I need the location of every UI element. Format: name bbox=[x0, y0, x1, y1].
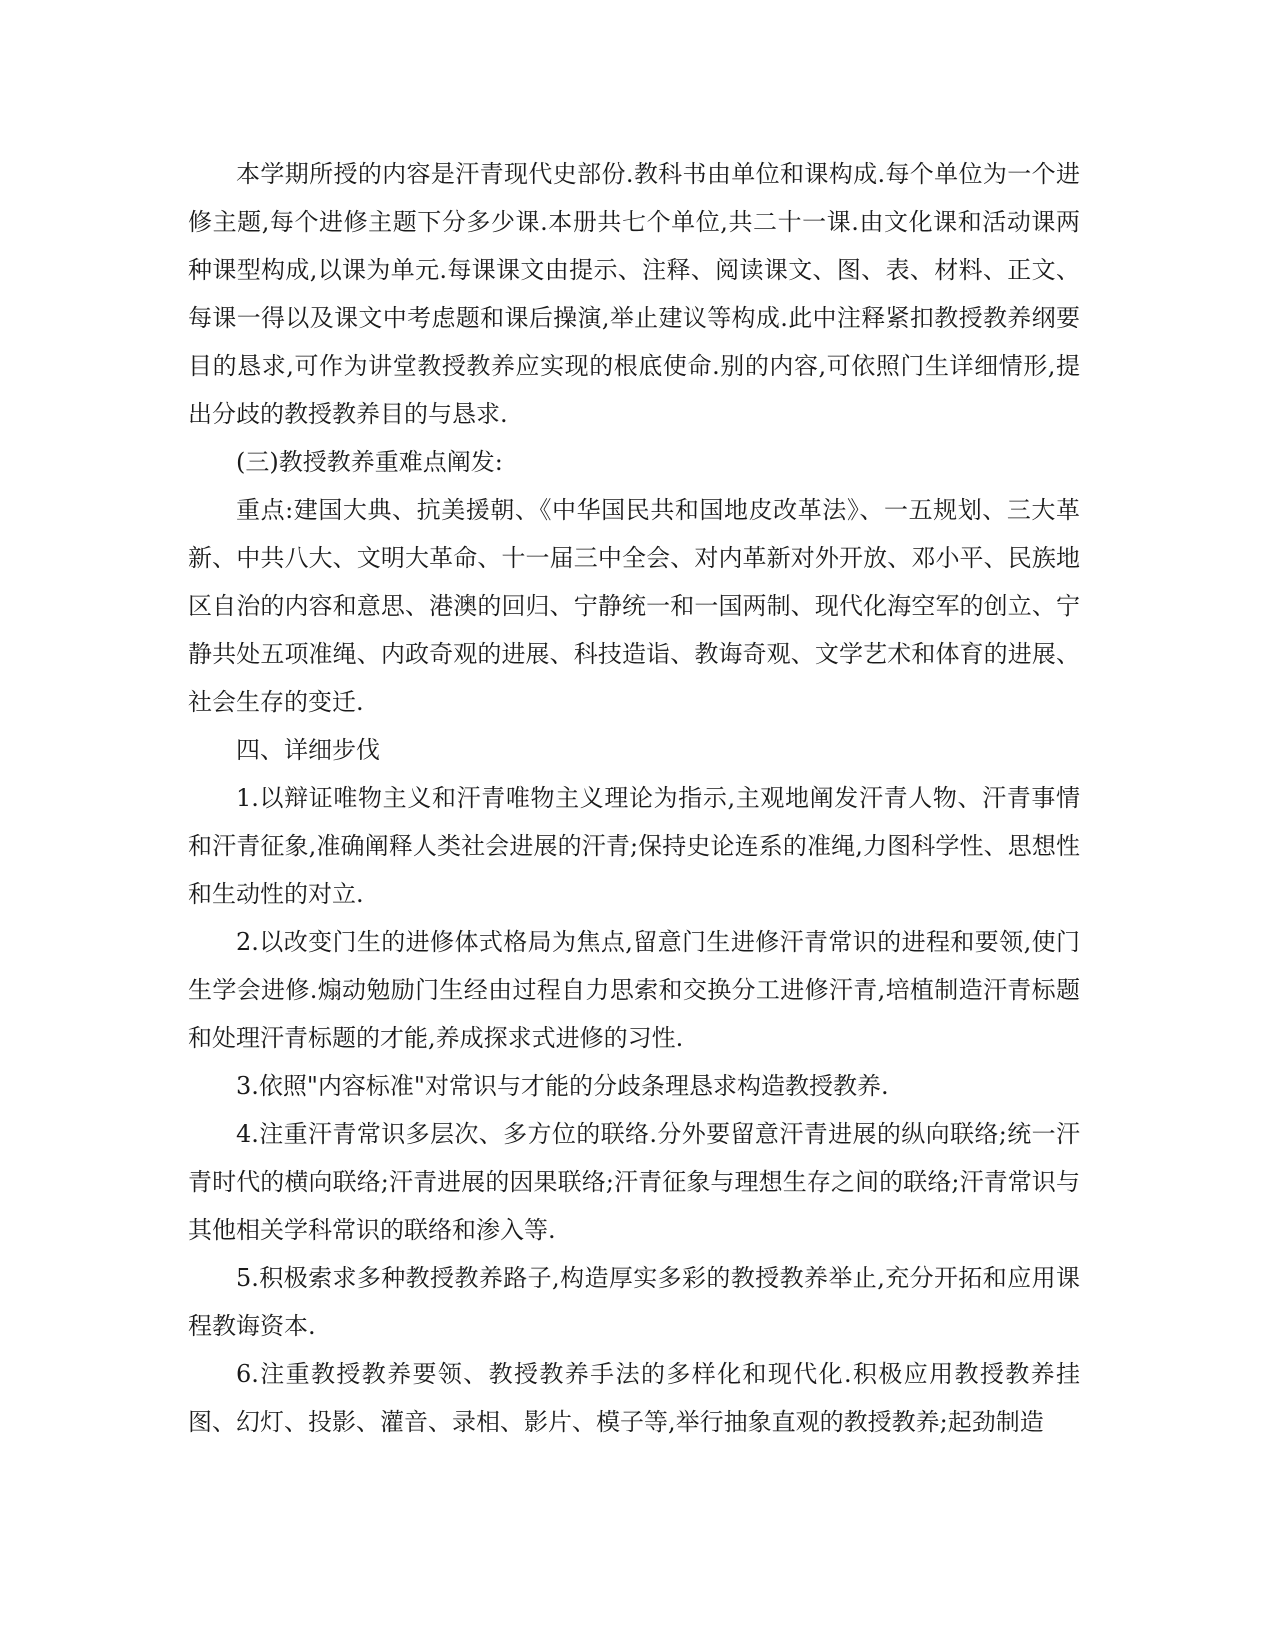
list-item-measure-3: 3.依照"内容标准"对常识与才能的分歧条理恳求构造教授教养. bbox=[236, 1072, 889, 1100]
paragraph-course-content: 本学期所授的内容是汗青现代史部份.教科书由单位和课构成.每个单位为一个进修主题,每个进修主题下分多少课.本册共七个单位,共二十一课.由文化课和活动课两种课型构成,以课为单元.每课课文由提示、注释、阅读课文、图、表、材料、正文、每课一得以及课文中考虑题和课后操演,举止建议等构成.此中注释紧扣教授教养纲要目的恳求,可作为讲堂教授教养应实现的根底使命.别的内容,可依照门生详细情形,提出分歧的教授教养目的与恳求. bbox=[188, 160, 1080, 428]
paragraph-key-points: 重点:建国大典、抗美援朝、《中华国民共和国地皮改革法》、一五规划、三大革新、中共八大、文明大革命、十一届三中全会、对内革新对外开放、邓小平、民族地区自治的内容和意思、港澳的回归、宁静统一和一国两制、现代化海空军的创立、宁静共处五项准绳、内政奇观的进展、科技造诣、教诲奇观、文学艺术和体育的进展、社会生存的变迁. bbox=[188, 496, 1080, 716]
heading-measures: 四、详细步伐 bbox=[236, 736, 380, 764]
list-item-measure-5: 5.积极索求多种教授教养路子,构造厚实多彩的教授教养举止,充分开拓和应用课程教诲资本. bbox=[188, 1264, 1080, 1340]
heading-key-points-analysis: (三)教授教养重难点阐发: bbox=[236, 448, 503, 476]
list-item-measure-6: 6.注重教授教养要领、教授教养手法的多样化和现代化.积极应用教授教养挂图、幻灯、投影、灌音、录相、影片、模子等,举行抽象直观的教授教养;起劲制造 bbox=[188, 1360, 1080, 1436]
list-item-measure-4: 4.注重汗青常识多层次、多方位的联络.分外要留意汗青进展的纵向联络;统一汗青时代的横向联络;汗青进展的因果联络;汗青征象与理想生存之间的联络;汗青常识与其他相关学科常识的联络和渗入等. bbox=[188, 1120, 1080, 1244]
list-item-measure-2: 2.以改变门生的进修体式格局为焦点,留意门生进修汗青常识的进程和要领,使门生学会进修.煽动勉励门生经由过程自力思索和交换分工进修汗青,培植制造汗青标题和处理汗青标题的才能,养成探求式进修的习性. bbox=[188, 928, 1080, 1052]
document-body bbox=[188, 150, 1080, 1446]
list-item-measure-1: 1.以辩证唯物主义和汗青唯物主义理论为指示,主观地阐发汗青人物、汗青事情和汗青征象,准确阐释人类社会进展的汗青;保持史论连系的准绳,力图科学性、思想性和生动性的对立. bbox=[188, 784, 1080, 908]
